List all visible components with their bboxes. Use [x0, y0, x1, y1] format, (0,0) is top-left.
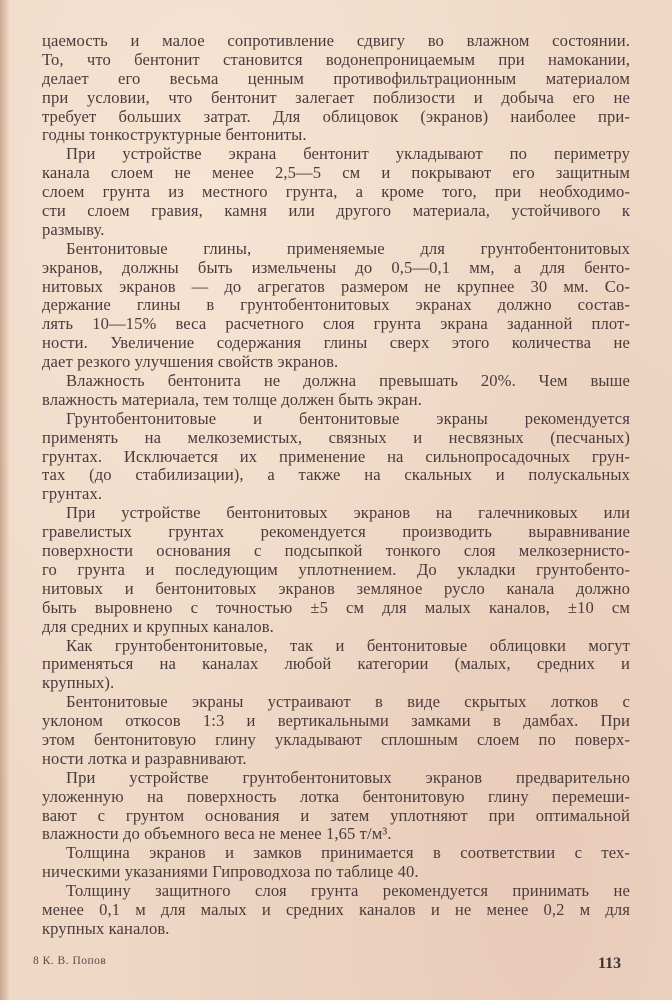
text-line: влажности до объемного веса не менее 1,65 т/м³.	[42, 824, 392, 844]
text-line: крупных каналов.	[42, 918, 170, 938]
page-fold-shadow	[0, 0, 10, 1000]
text-line: делает его весьма ценным противофильтрационным материалом	[42, 68, 630, 88]
text-line: экранов, должны быть измельчены до 0,5—0,1 мм, а для бенто-	[42, 257, 630, 277]
text-line: При устройстве экрана бентонит укладывают по периметру	[66, 144, 630, 164]
text-line: го грунта и последующим уплотнением. До укладки грунтобенто-	[42, 559, 630, 579]
text-line: этом бентонитовую глину укладывают сплошным слоем по поверх-	[42, 729, 630, 749]
paragraph	[42, 769, 630, 845]
text-line: крупных).	[42, 673, 115, 693]
text-line: ности лотка и разравнивают.	[42, 748, 247, 768]
text-line: Грунтобентонитовые и бентонитовые экраны рекомендуется	[66, 408, 630, 428]
signature-mark: 8 К. В. Попов	[33, 955, 107, 967]
text-line: размыву.	[42, 219, 105, 239]
text-line: применяться на каналах любой категории (малых, средних и	[42, 654, 630, 674]
text-line: применять на мелкоземистых, связных и несвязных (песчаных)	[42, 427, 630, 447]
text-line: То, что бентонит становится водонепроницаемым при намокании,	[42, 49, 630, 69]
text-line: вают с грунтом основания и затем уплотняют при оптимальной	[42, 805, 630, 825]
text-line: Влажность бентонита не должна превышать 20%. Чем выше	[66, 371, 630, 391]
text-line: нитовых и бентонитовых экранов земляное русло канала должно	[42, 578, 630, 598]
text-line: при условии, что бентонит залегает поблизости и добыча его не	[42, 87, 630, 107]
text-line: Толщину защитного слоя грунта рекомендуется принимать не	[66, 881, 630, 901]
text-line: Толщина экранов и замков принимается в соответствии с тех-	[66, 843, 630, 863]
text-line: нитовых экранов — до агрегатов размером не крупнее 30 мм. Со-	[42, 276, 630, 296]
text-line: Как грунтобентонитовые, так и бентонитовые облицовки могут	[66, 635, 630, 655]
paragraph	[42, 410, 630, 504]
text-line: Бентонитовые экраны устраивают в виде скрытых лотков с	[66, 692, 630, 712]
text-line: цаемость и малое сопротивление сдвигу во влажном состоянии.	[42, 31, 630, 50]
text-line: влажность материала, тем толще должен быть экран.	[42, 389, 422, 409]
paragraph	[42, 240, 630, 372]
text-line: канала слоем не менее 2,5—5 см и покрывают его защитным	[42, 163, 630, 183]
text-line: дает резкого улучшения свойств экранов.	[42, 352, 339, 372]
text-line: для средних и крупных каналов.	[42, 616, 274, 636]
text-line: годны тонкоструктурные бентониты.	[42, 125, 307, 145]
body-text	[42, 32, 630, 939]
page-number: 113	[598, 955, 622, 972]
text-line: ности. Увеличение содержания глины сверх этого количества не	[42, 333, 630, 353]
text-line: быть выровнено с точностью ±5 см для малых каналов, ±10 см	[42, 597, 630, 617]
paragraph	[42, 882, 630, 939]
text-line: тах (до стабилизации), а также на скальных и полускальных	[42, 465, 630, 485]
text-line: сти слоем гравия, камня или другого материала, устойчивого к	[42, 201, 630, 221]
text-line: слоем грунта из местного грунта, а кроме того, при необходимо-	[42, 182, 630, 202]
text-line: уклоном откосов 1:3 и вертикальными замками в дамбах. При	[42, 711, 630, 731]
paragraph	[42, 372, 630, 410]
text-line: грунтах.	[42, 484, 103, 504]
text-line: лять 10—15% веса расчетного слоя грунта экрана заданной плот-	[42, 314, 630, 334]
paragraph	[42, 504, 630, 636]
text-line: гравелистых грунтах рекомендуется производить выравнивание	[42, 522, 630, 542]
text-line: уложенную на поверхность лотка бентонитовую глину перемеши-	[42, 786, 630, 806]
paragraph	[42, 693, 630, 769]
paragraph	[42, 145, 630, 239]
text-line: требует больших затрат. Для облицовок (экранов) наиболее при-	[42, 106, 630, 126]
paragraph	[42, 844, 630, 882]
text-line: При устройстве бентонитовых экранов на галечниковых или	[66, 503, 630, 523]
paragraph	[42, 637, 630, 694]
text-line: держание глины в грунтобентонитовых экранах должно состав-	[42, 295, 630, 315]
paragraph	[42, 32, 630, 145]
text-line: При устройстве грунтобентонитовых экранов предварительно	[66, 767, 630, 787]
text-line: Бентонитовые глины, применяемые для грунтобентонитовых	[66, 238, 630, 258]
text-line: ническими указаниями Гипроводхоза по таблице 40.	[42, 862, 419, 882]
text-line: менее 0,1 м для малых и средних каналов и не менее 0,2 м для	[42, 899, 630, 919]
text-line: грунтах. Исключается их применение на сильнопросадочных грун-	[42, 446, 630, 466]
text-line: поверхности основания с подсыпкой тонкого слоя мелкозернисто-	[42, 541, 630, 561]
